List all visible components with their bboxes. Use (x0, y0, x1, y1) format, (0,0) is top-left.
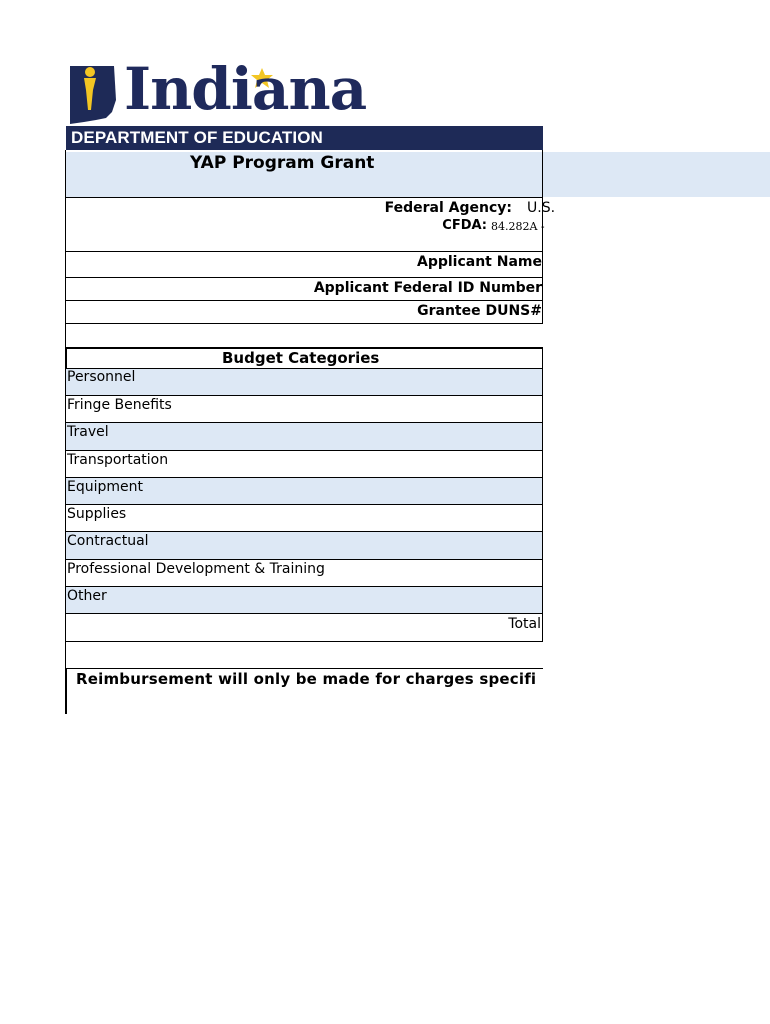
cfda-label: CFDA: (442, 218, 487, 233)
budget-row-supplies: Supplies (67, 506, 127, 522)
budget-total-label: Total (508, 616, 541, 632)
cfda-value: 84.282A - (491, 220, 545, 233)
title-fill (66, 152, 770, 197)
budget-row-transportation: Transportation (67, 452, 169, 468)
budget-row-other: Other (67, 588, 107, 604)
grantee-duns-label: Grantee DUNS# (417, 303, 542, 319)
logo-wordmark: Indiana (124, 55, 367, 123)
budget-row-travel: Travel (67, 424, 109, 440)
department-banner: DEPARTMENT OF EDUCATION (66, 126, 543, 150)
form-title: YAP Program Grant (190, 153, 375, 173)
budget-categories-header: Budget Categories (222, 349, 380, 367)
applicant-name-label: Applicant Name (416, 254, 542, 270)
budget-row-professional-development: Professional Development & Training (67, 561, 325, 577)
federal-agency-value: U.S. (527, 200, 556, 216)
budget-row-personnel: Personnel (67, 369, 136, 385)
budget-row-equipment: Equipment (67, 479, 143, 495)
budget-row-contractual: Contractual (67, 533, 149, 549)
title-right-border (542, 150, 543, 198)
applicant-federal-id-label: Applicant Federal ID Number (313, 280, 542, 296)
federal-agency-label: Federal Agency: (384, 200, 512, 216)
reimbursement-note: Reimbursement will only be made for charges specifi (76, 670, 537, 688)
budget-row-fringe-benefits: Fringe Benefits (67, 397, 172, 413)
